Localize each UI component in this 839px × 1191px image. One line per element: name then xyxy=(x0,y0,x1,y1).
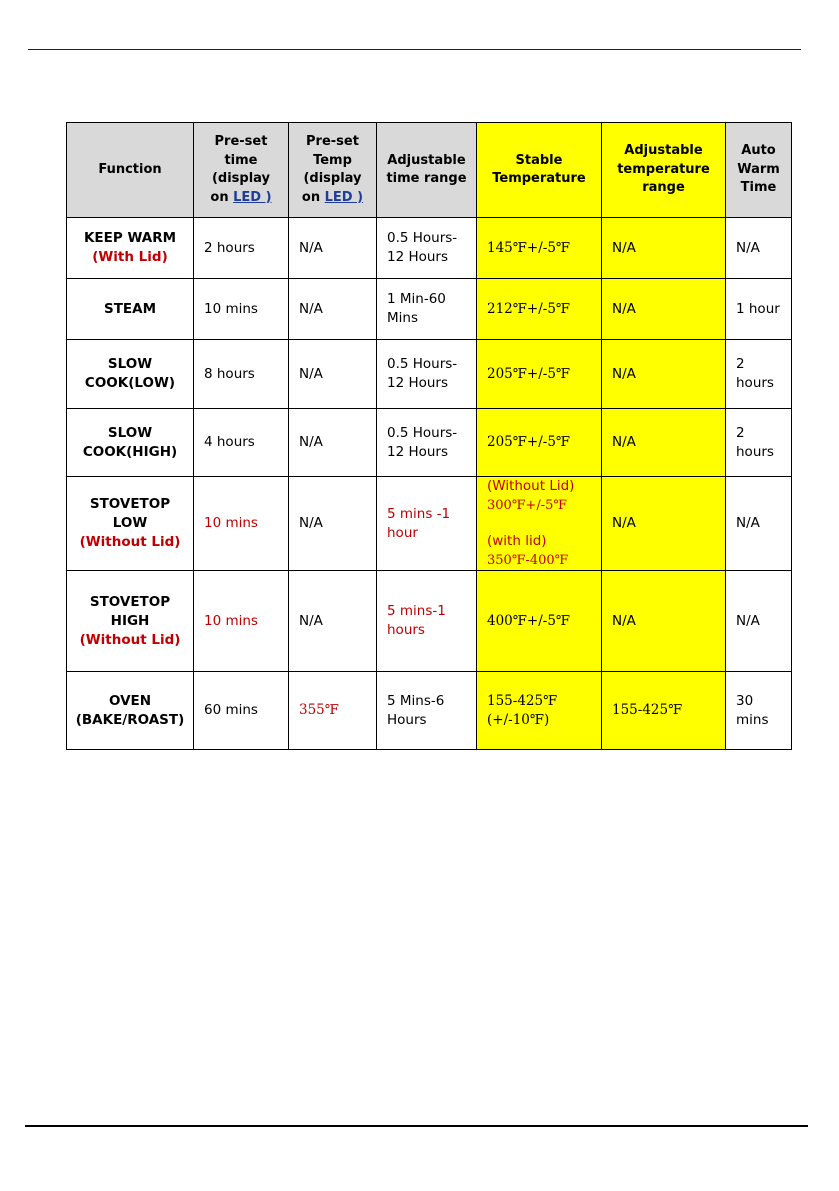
adjustable-temperature-cell: N/A xyxy=(602,409,726,477)
stable-temperature-cell: 155-425℉ (+/-10℉) xyxy=(477,672,602,750)
stable-temperature-cell: 205℉+/-5℉ xyxy=(477,409,602,477)
preset-temp-cell: N/A xyxy=(289,477,377,571)
preset-temp-cell: N/A xyxy=(289,409,377,477)
header-preset-time: Pre-set time (display on LED ) xyxy=(194,123,289,218)
function-cell: KEEP WARM (With Lid) xyxy=(67,218,194,279)
header-auto-warm-time: Auto Warm Time xyxy=(726,123,792,218)
header-row xyxy=(67,123,792,218)
preset-time-cell: 4 hours xyxy=(194,409,289,477)
adjustable-time-cell: 5 Mins-6 Hours xyxy=(377,672,477,750)
auto-warm-cell: 30 mins xyxy=(726,672,792,750)
auto-warm-cell: 1 hour xyxy=(726,279,792,340)
stable-temperature-cell: (Without Lid) 300℉+/-5℉ (with lid) 350℉-400℉ xyxy=(477,477,602,571)
stable-temperature-cell: 212℉+/-5℉ xyxy=(477,279,602,340)
function-cell: OVEN (BAKE/ROAST) xyxy=(67,672,194,750)
preset-time-cell: 60 mins xyxy=(194,672,289,750)
adjustable-time-cell: 5 mins -1 hour xyxy=(377,477,477,571)
stable-temperature-cell: 205℉+/-5℉ xyxy=(477,340,602,409)
adjustable-temperature-cell: 155-425℉ xyxy=(602,672,726,750)
table-row xyxy=(67,409,792,477)
header-adjustable-temperature: Adjustable temperature range xyxy=(602,123,726,218)
preset-time-cell: 8 hours xyxy=(194,340,289,409)
auto-warm-cell: N/A xyxy=(726,218,792,279)
header-rule xyxy=(28,49,801,50)
adjustable-temperature-cell: N/A xyxy=(602,218,726,279)
auto-warm-cell: 2 hours xyxy=(726,340,792,409)
preset-time-cell: 10 mins xyxy=(194,279,289,340)
preset-time-cell: 10 mins xyxy=(194,477,289,571)
table-row xyxy=(67,477,792,571)
function-cell: STOVETOP HIGH (Without Lid) xyxy=(67,571,194,672)
header-preset-temp: Pre-set Temp (display on LED ) xyxy=(289,123,377,218)
adjustable-temperature-cell: N/A xyxy=(602,340,726,409)
preset-time-cell: 2 hours xyxy=(194,218,289,279)
header-function: Function xyxy=(67,123,194,218)
stable-temperature-cell: 400℉+/-5℉ xyxy=(477,571,602,672)
adjustable-temperature-cell: N/A xyxy=(602,571,726,672)
function-spec-table xyxy=(66,122,792,750)
preset-time-cell: 10 mins xyxy=(194,571,289,672)
function-cell: SLOW COOK(LOW) xyxy=(67,340,194,409)
auto-warm-cell: N/A xyxy=(726,571,792,672)
function-cell: SLOW COOK(HIGH) xyxy=(67,409,194,477)
function-cell: STEAM xyxy=(67,279,194,340)
preset-temp-cell: N/A xyxy=(289,218,377,279)
table-row xyxy=(67,672,792,750)
table-row xyxy=(67,340,792,409)
table-row xyxy=(67,218,792,279)
adjustable-time-cell: 0.5 Hours- 12 Hours xyxy=(377,218,477,279)
header-stable-temperature: Stable Temperature xyxy=(477,123,602,218)
preset-temp-cell: N/A xyxy=(289,571,377,672)
adjustable-temperature-cell: N/A xyxy=(602,477,726,571)
adjustable-time-cell: 0.5 Hours- 12 Hours xyxy=(377,340,477,409)
auto-warm-cell: 2 hours xyxy=(726,409,792,477)
header-adjustable-time: Adjustable time range xyxy=(377,123,477,218)
adjustable-time-cell: 0.5 Hours- 12 Hours xyxy=(377,409,477,477)
function-cell: STOVETOP LOW (Without Lid) xyxy=(67,477,194,571)
preset-temp-cell: N/A xyxy=(289,279,377,340)
adjustable-time-cell: 1 Min-60 Mins xyxy=(377,279,477,340)
auto-warm-cell: N/A xyxy=(726,477,792,571)
footer-rule xyxy=(25,1125,808,1127)
preset-temp-cell: 355℉ xyxy=(289,672,377,750)
table-row xyxy=(67,571,792,672)
table-row xyxy=(67,279,792,340)
stable-temperature-cell: 145℉+/-5℉ xyxy=(477,218,602,279)
preset-temp-cell: N/A xyxy=(289,340,377,409)
adjustable-temperature-cell: N/A xyxy=(602,279,726,340)
adjustable-time-cell: 5 mins-1 hours xyxy=(377,571,477,672)
